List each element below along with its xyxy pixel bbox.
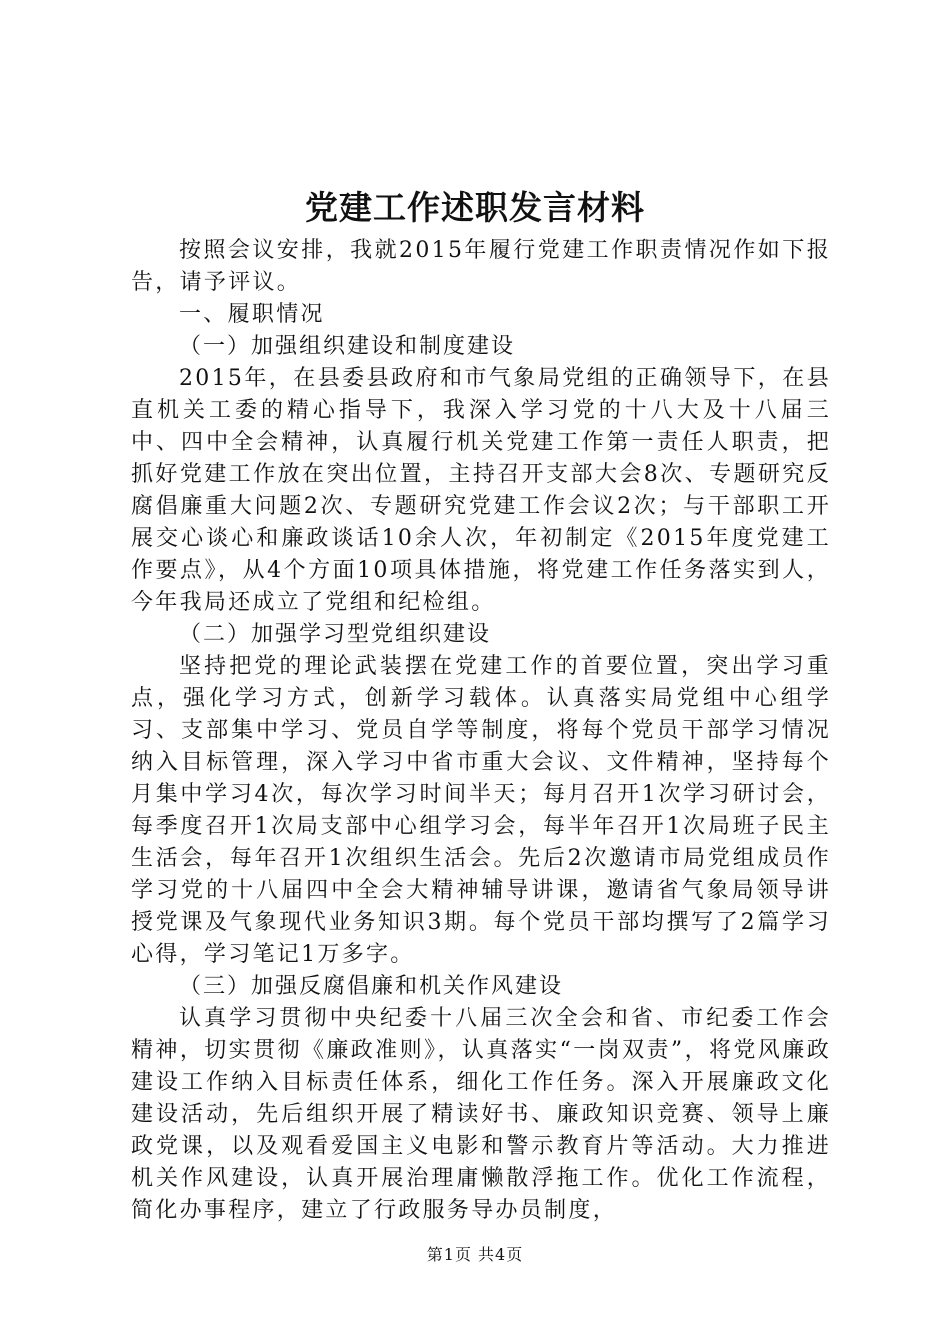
subsection-heading-3: （三）加强反腐倡廉和机关作风建设 xyxy=(179,974,564,999)
section-heading: 一、履职情况 xyxy=(179,302,325,327)
subsection-heading-1: （一）加强组织建设和制度建设 xyxy=(179,334,516,359)
page-number-footer: 第1页 共4页 xyxy=(426,1245,524,1264)
body-paragraph-1: 2015年，在县委县政府和市气象局党组的正确领导下，在县直机关工委的精心指导下，我深入学习党的十八大及十八届三中、四中全会精神，认真履行机关党建工作第一责任人职责，把抓好党建工作放在突出位置，主持召开支部大会8次、专题研究反腐倡廉重大问题2次、专题研究党建工作会议2次；与干部职工开展交心谈心和廉政谈话10余人次，年初制定《2015年度党建工作要点》，从4个方面10项具体措施，将党建工作任务落实到人，今年我局还成立了党组和纪检组。 xyxy=(131,366,831,615)
document-title: 党建工作述职发言材料 xyxy=(305,188,645,227)
intro-paragraph: 按照会议安排，我就2015年履行党建工作职责情况作如下报告，请予评议。 xyxy=(131,238,831,295)
body-paragraph-3: 认真学习贯彻中央纪委十八届三次全会和省、市纪委工作会精神，切实贯彻《廉政准则》，认真落实“一岗双责”，将党风廉政建设工作纳入目标责任体系，细化工作任务。深入开展廉政文化建设活动，先后组织开展了精读好书、廉政知识竞赛、领导上廉政党课，以及观看爱国主义电影和警示教育片等活动。大力推进机关作风建设，认真开展治理庸懒散浮拖工作。优化工作流程，简化办事程序，建立了行政服务导办员制度， xyxy=(131,1006,831,1223)
document-body xyxy=(131,235,831,1227)
subsection-heading-2: （二）加强学习型党组织建设 xyxy=(179,622,492,647)
body-paragraph-2: 坚持把党的理论武装摆在党建工作的首要位置，突出学习重点，强化学习方式，创新学习载体。认真落实局党组中心组学习、支部集中学习、党员自学等制度，将每个党员干部学习情况纳入目标管理，深入学习中省市重大会议、文件精神，坚持每个月集中学习4次，每次学习时间半天；每月召开1次学习研讨会，每季度召开1次局支部中心组学习会，每半年召开1次局班子民主生活会，每年召开1次组织生活会。先后2次邀请市局党组成员作学习党的十八届四中全会大精神辅导讲课，邀请省气象局领导讲授党课及气象现代业务知识3期。每个党员干部均撰写了2篇学习心得，学习笔记1万多字。 xyxy=(131,654,831,967)
